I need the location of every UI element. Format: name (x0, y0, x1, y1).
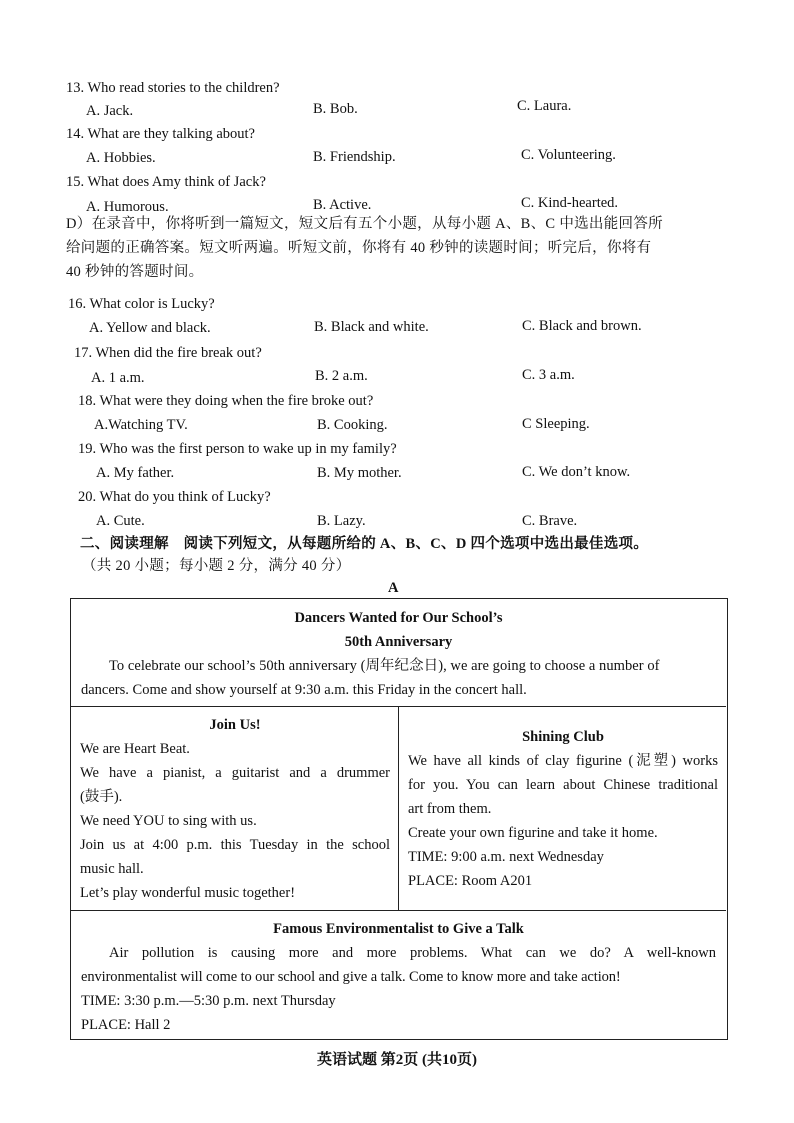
reading-heading-line: 二、阅读理解 阅读下列短文，从每题所给的 A、B、C、D 四个选项中选出最佳选项。 (80, 536, 649, 552)
ad-text: Let’s play wonderful music together! (80, 885, 296, 901)
option-c: C. Volunteering. (521, 147, 616, 163)
option-b: B. Lazy. (317, 513, 366, 529)
ad-text: We need YOU to sing with us. (80, 813, 257, 829)
ad-text: music hall. (80, 861, 144, 877)
ad-text: Create your own figurine and take it home. (408, 825, 658, 841)
option-a: A. Yellow and black. (89, 320, 211, 336)
ad-text: TIME: 3:30 p.m.—5:30 p.m. next Thursday (81, 993, 336, 1009)
option-a: A. Cute. (96, 513, 145, 529)
instruction-line: 40 秒钟的答题时间。 (66, 264, 204, 280)
option-c: C. Kind-hearted. (521, 195, 619, 211)
ad-text: We are Heart Beat. (80, 741, 190, 757)
option-b: B. Black and white. (314, 319, 429, 335)
passage-letter: A (388, 580, 399, 596)
question-text: 16. What color is Lucky? (68, 296, 215, 312)
ad-text: PLACE: Hall 2 (81, 1017, 171, 1033)
option-a: A.Watching TV. (94, 417, 188, 433)
option-c: C. Black and brown. (522, 318, 642, 334)
ad-text: for you. You can learn about Chinese traditional (408, 777, 718, 793)
ad-dancers (71, 599, 726, 707)
question-text: 17. When did the fire break out? (74, 345, 262, 361)
ad-title: Join Us! (209, 717, 261, 733)
ad-text: dancers. Come and show yourself at 9:30 a.m. this Friday in the concert hall. (81, 682, 527, 698)
instruction-line: 给问题的正确答案。短文听两遍。听短文前，你将有 40 秒钟的读题时间；听完后，你将有 (66, 240, 652, 256)
ad-title: 50th Anniversary (344, 634, 453, 650)
option-c: C. Laura. (517, 98, 572, 114)
option-b: B. 2 a.m. (315, 368, 368, 384)
ad-title: Famous Environmentalist to Give a Talk (273, 921, 524, 937)
ad-text: environmentalist will come to our school and give a talk. Come to know more and take action! (81, 969, 621, 985)
option-c: C. 3 a.m. (522, 367, 575, 383)
ad-text: We have a pianist, a guitarist and a drummer (80, 765, 390, 781)
question-text: 14. What are they talking about? (66, 126, 255, 142)
option-b: B. Friendship. (313, 149, 396, 165)
ads-board (70, 598, 728, 1040)
ad-text: PLACE: Room A201 (408, 873, 533, 889)
ad-text: To celebrate our school’s 50th anniversary (周年纪念日), we are going to choose a number of (109, 658, 660, 674)
option-a: A. Humorous. (86, 199, 169, 215)
question-text: 19. Who was the first person to wake up in my family? (78, 441, 397, 457)
ad-shining-club (399, 707, 726, 911)
reading-heading-score (82, 554, 742, 578)
option-c: C. We don’t know. (522, 464, 631, 480)
reading-heading (80, 532, 740, 556)
ad-text: (鼓手). (80, 789, 123, 805)
ad-title: Dancers Wanted for Our School’s (294, 610, 503, 626)
ad-text: Join us at 4:00 p.m. this Tuesday in the school (80, 837, 390, 853)
option-c: C Sleeping. (522, 416, 590, 432)
question-text: 13. Who read stories to the children? (66, 80, 280, 96)
option-b: B. Bob. (313, 101, 358, 117)
ad-title: Shining Club (522, 729, 604, 745)
ad-join-us (71, 707, 399, 911)
question-text: 15. What does Amy think of Jack? (66, 174, 266, 190)
question-text: 20. What do you think of Lucky? (78, 489, 271, 505)
ad-text: Air pollution is causing more and more problems. What can we do? A well-known (109, 945, 716, 961)
section-d-instructions (66, 212, 726, 284)
ad-environmentalist (71, 911, 726, 1039)
instruction-line: D）在录音中，你将听到一篇短文，短文后有五个小题，从每小题 A、B、C 中选出能回答所 (66, 216, 663, 232)
option-a: A. Hobbies. (86, 150, 156, 166)
option-a: A. 1 a.m. (91, 370, 145, 386)
page-footer: 英语试题 第2页 (共10页) (317, 1052, 477, 1068)
option-b: B. Cooking. (317, 417, 388, 433)
ad-text: We have all kinds of clay figurine (泥塑) works (408, 753, 718, 769)
option-a: A. Jack. (86, 103, 134, 119)
option-b: B. My mother. (317, 465, 402, 481)
option-c: C. Brave. (522, 513, 578, 529)
option-a: A. My father. (96, 465, 175, 481)
ad-text: TIME: 9:00 a.m. next Wednesday (408, 849, 604, 865)
question-text: 18. What were they doing when the fire broke out? (78, 393, 374, 409)
reading-heading-line: （共 20 小题；每小题 2 分，满分 40 分） (82, 558, 351, 574)
option-b: B. Active. (313, 197, 372, 213)
ad-text: art from them. (408, 801, 492, 817)
